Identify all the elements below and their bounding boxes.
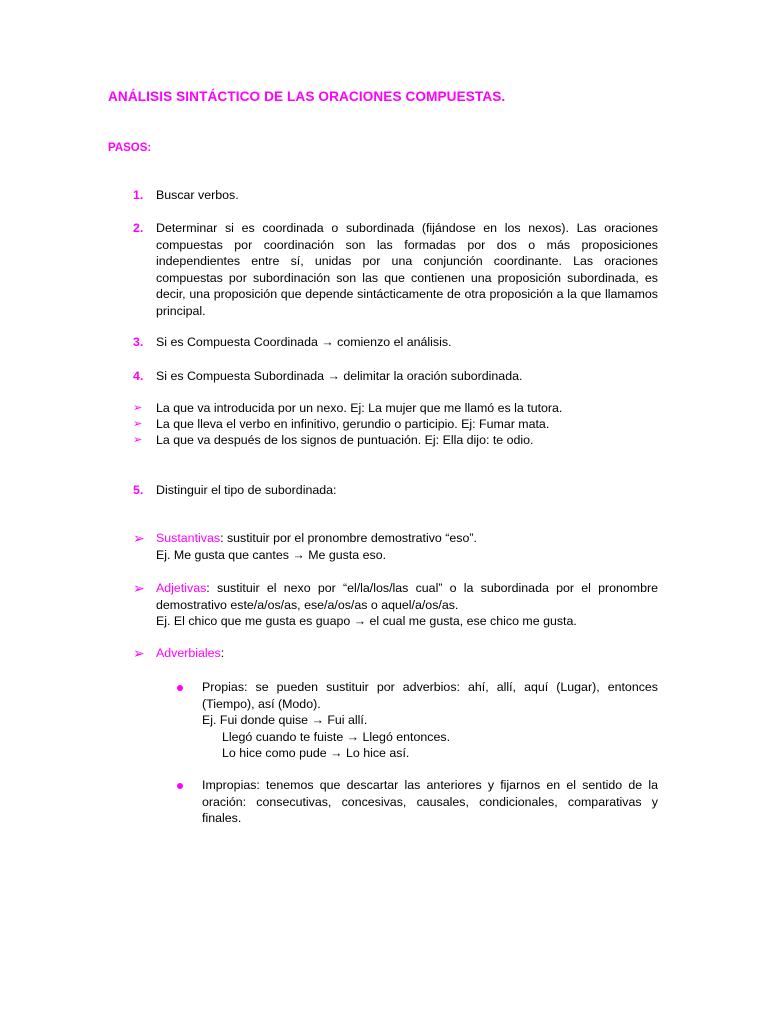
step-text-5: Distinguir el tipo de subordinada: xyxy=(156,483,337,497)
propias-example-3: Lo hice como pude → Lo hice así. xyxy=(222,746,410,761)
arrowhead-bullet-icon: ➢ xyxy=(133,402,143,414)
delimit-item-1: La que va introducida por un nexo. Ej: La mujer que me llamó es la tutora. xyxy=(156,401,563,415)
step-text-4: Si es Compuesta Subordinada → delimitar la oración subordinada. xyxy=(156,369,523,383)
type-example-adjetivas: Ej. El chico que me gusta es guapo → el cual me gusta, ese chico me gusta. xyxy=(156,614,577,629)
propias-text: Propias: se pueden sustituir por adverbios: ahí, allí, aquí (Lugar), entonces (Tiempo), así (Modo). xyxy=(202,680,658,711)
type-example-sustantivas: Ej. Me gusta que cantes → Me gusta eso. xyxy=(156,547,387,562)
type-colon-adverbiales: : xyxy=(220,646,225,660)
arrowhead-bullet-icon: ➢ xyxy=(133,645,145,661)
delimit-item-2: La que lleva el verbo en infinitivo, gerundio o participio. Ej: Fumar mata. xyxy=(156,417,550,431)
step-text-3: Si es Compuesta Coordinada → comienzo el análisis. xyxy=(156,335,452,349)
step-number-3: 3. xyxy=(133,335,144,349)
type-text-adjetivas: : sustituir el nexo por “el/la/los/las cual” o la subordinada por el pronombre demostrativo este/a/os/as, ese/a/os/as o aquel/a/os/as. xyxy=(156,581,658,612)
section-heading-pasos: PASOS: xyxy=(108,142,152,154)
arrowhead-bullet-icon: ➢ xyxy=(133,530,145,546)
arrowhead-bullet-icon: ➢ xyxy=(133,580,145,596)
type-sustantivas xyxy=(156,530,658,563)
delimit-item-3: La que va después de los signos de puntuación. Ej: Ella dijo: te odio. xyxy=(156,433,534,447)
propias-example-2: Llegó cuando te fuiste → Llegó entonces. xyxy=(222,729,451,744)
step-text-1: Buscar verbos. xyxy=(156,188,239,202)
propias-example-1: Ej. Fui donde quise → Fui allí. xyxy=(202,713,368,728)
step-text-2: Determinar si es coordinada o subordinada (fijándose en los nexos). Las oraciones compuestas por coordinación son las formadas por dos o más proposiciones independientes entre sí, unidas por una conjunción coordinante. Las oraciones compuestas por subordinación son las que contienen una proposición subordinada, es decir, una proposición que depende sintácticamente de otra proposición a la que llamamos principal. xyxy=(156,221,658,318)
step-number-2: 2. xyxy=(133,221,144,235)
type-label-sustantivas: Sustantivas xyxy=(156,531,221,545)
step-number-1: 1. xyxy=(133,188,144,202)
arrowhead-bullet-icon: ➢ xyxy=(133,418,143,430)
step-number-5: 5. xyxy=(133,483,144,497)
step-number-4: 4. xyxy=(133,369,144,383)
type-label-adjetivas: Adjetivas xyxy=(156,581,207,595)
round-bullet-icon xyxy=(177,783,183,789)
round-bullet-icon xyxy=(177,685,183,691)
type-label-adverbiales: Adverbiales xyxy=(156,646,221,660)
type-adverbiales xyxy=(156,645,658,662)
page-title: ANÁLISIS SINTÁCTICO DE LAS ORACIONES COMPUESTAS. xyxy=(108,89,506,104)
adverbiales-impropias: Impropias: tenemos que descartar las anteriores y fijarnos en el sentido de la oración: consecutivas, concesivas, causales, condicionales, comparativas y finales. xyxy=(202,778,658,826)
type-text-sustantivas: : sustituir por el pronombre demostrativo “eso”. xyxy=(220,531,477,545)
arrowhead-bullet-icon: ➢ xyxy=(133,434,143,446)
type-adjetivas xyxy=(156,580,658,630)
adverbiales-propias xyxy=(202,679,658,762)
